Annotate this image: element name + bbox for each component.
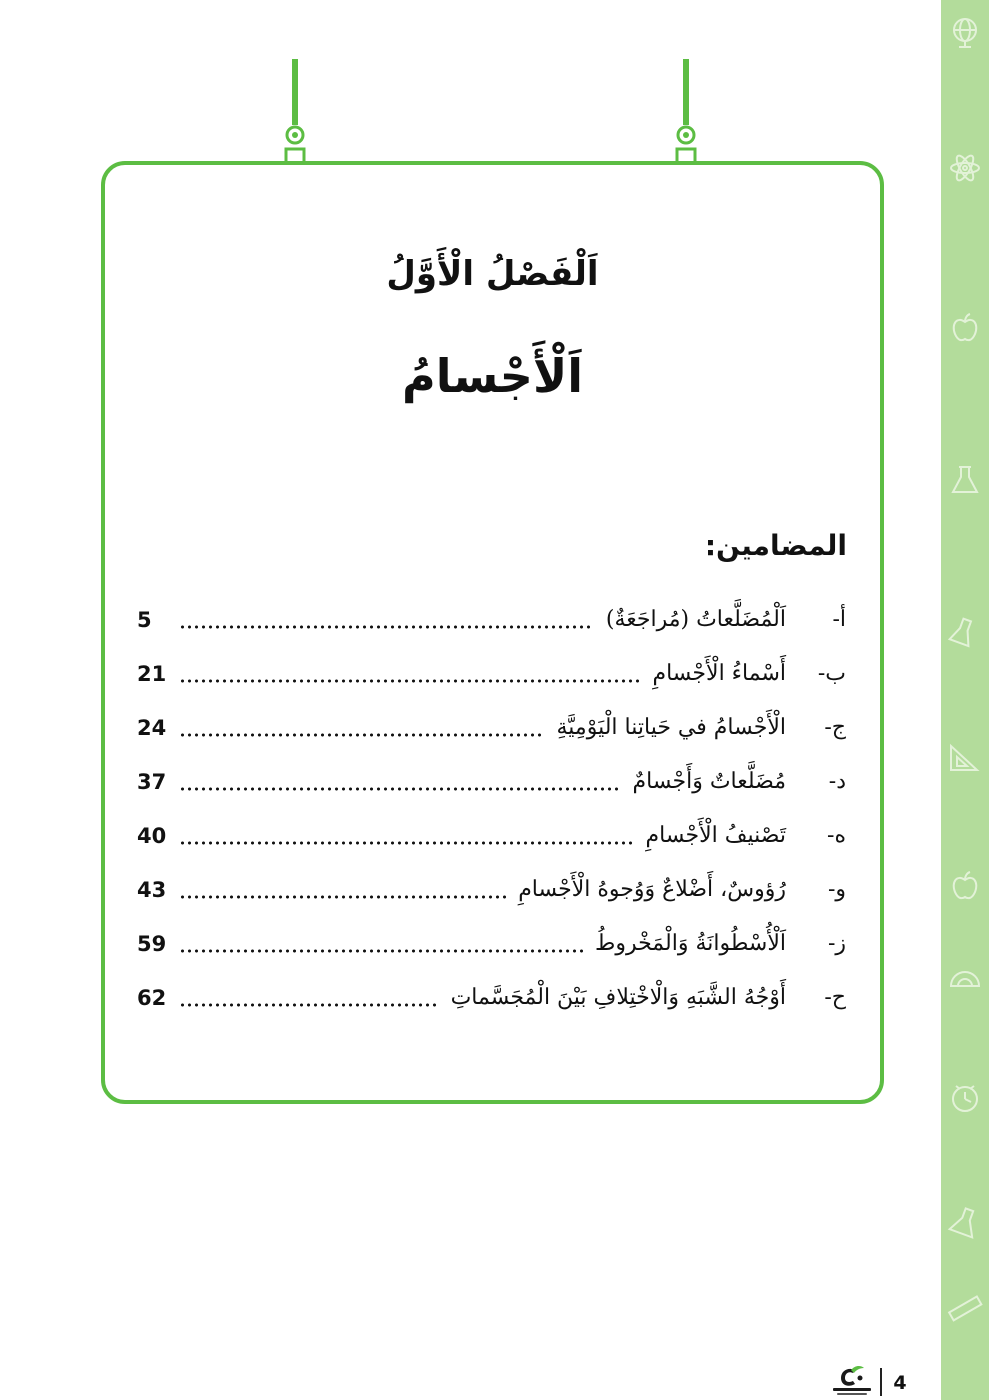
board-hanger-right [674, 59, 698, 163]
toc-item-page: 21 [137, 662, 167, 686]
toc-dot-leader [179, 840, 634, 846]
toc-item-title: أَسْماءُ الْأَجْسامِ [652, 661, 786, 686]
toc-dot-leader [179, 894, 506, 900]
toc-item-letter: و- [827, 877, 846, 902]
toc-item[interactable] [137, 917, 846, 971]
toc-item-title: اَلْمُضَلَّعاتُ (مُراجَعَةٌ) [605, 607, 786, 632]
toc-item-letter: ه- [827, 823, 846, 848]
chapter-title: اَلْفَصْلُ الْأَوَّلُ [386, 254, 599, 294]
side-decoration-strip [941, 0, 989, 1400]
toc-item-title: الْأَجْسامُ في حَياتِنا الْيَوْمِيَّةِ [556, 715, 786, 740]
board-hanger-left [283, 59, 307, 163]
toc-item-letter: ز- [827, 931, 846, 956]
ruler-icon [947, 1290, 983, 1326]
apple-icon [947, 868, 983, 904]
atom-icon [947, 150, 983, 186]
toc-item-letter: د- [828, 769, 846, 794]
toc-item[interactable] [137, 701, 846, 755]
set-square-icon [947, 740, 983, 776]
contents-heading: المضامين: [704, 529, 847, 562]
flask-icon [947, 1204, 983, 1240]
toc-item[interactable] [137, 809, 846, 863]
toc-item-title: أَوْجُهُ الشَّبَهِ وَالْاخْتِلافِ بَيْنَ الْمُجَسَّماتِ [450, 985, 786, 1010]
toc-item[interactable] [137, 971, 846, 1025]
table-of-contents [137, 593, 846, 1025]
toc-item[interactable] [137, 593, 846, 647]
toc-dot-leader [179, 1002, 439, 1008]
toc-dot-leader [179, 732, 545, 738]
toc-item[interactable] [137, 863, 846, 917]
apple-icon [947, 310, 983, 346]
toc-dot-leader [179, 624, 594, 630]
clock-icon [947, 1080, 983, 1116]
toc-item-page: 37 [137, 770, 167, 794]
globe-icon [947, 14, 983, 50]
toc-item-page: 59 [137, 932, 167, 956]
toc-item-letter: ح- [824, 985, 846, 1010]
chapter-name: اَلْأَجْسامُ [402, 349, 583, 403]
toc-item-letter: أ- [832, 607, 846, 632]
protractor-icon [947, 960, 983, 996]
page-number: 4 [893, 1372, 907, 1394]
chapter-board [101, 161, 884, 1104]
toc-dot-leader [179, 678, 640, 684]
toc-item-title: رُؤوسٌ، أَضْلاعٌ وَوُجوهُ الْأَجْسامِ [518, 877, 786, 902]
toc-item[interactable] [137, 755, 846, 809]
footer-divider [880, 1368, 882, 1396]
toc-item-page: 62 [137, 986, 167, 1010]
toc-item-title: تَصْنيفُ الْأَجْسامِ [645, 823, 786, 848]
toc-item-letter: ب- [817, 661, 846, 686]
toc-dot-leader [179, 948, 583, 954]
toc-item-title: اَلْأُسْطُوانَةُ وَالْمَخْروطُ [595, 931, 786, 956]
toc-item-page: 24 [137, 716, 167, 740]
toc-item-title: مُضَلَّعاتٌ وَأَجْسامٌ [632, 769, 786, 794]
toc-dot-leader [179, 786, 621, 792]
beaker-icon [947, 614, 983, 650]
toc-item[interactable] [137, 647, 846, 701]
toc-item-page: 43 [137, 878, 167, 902]
toc-item-page: 40 [137, 824, 167, 848]
toc-item-page: 5 [137, 608, 152, 632]
publisher-logo [827, 1364, 877, 1398]
flask-icon [947, 462, 983, 498]
toc-item-letter: ج- [824, 715, 846, 740]
